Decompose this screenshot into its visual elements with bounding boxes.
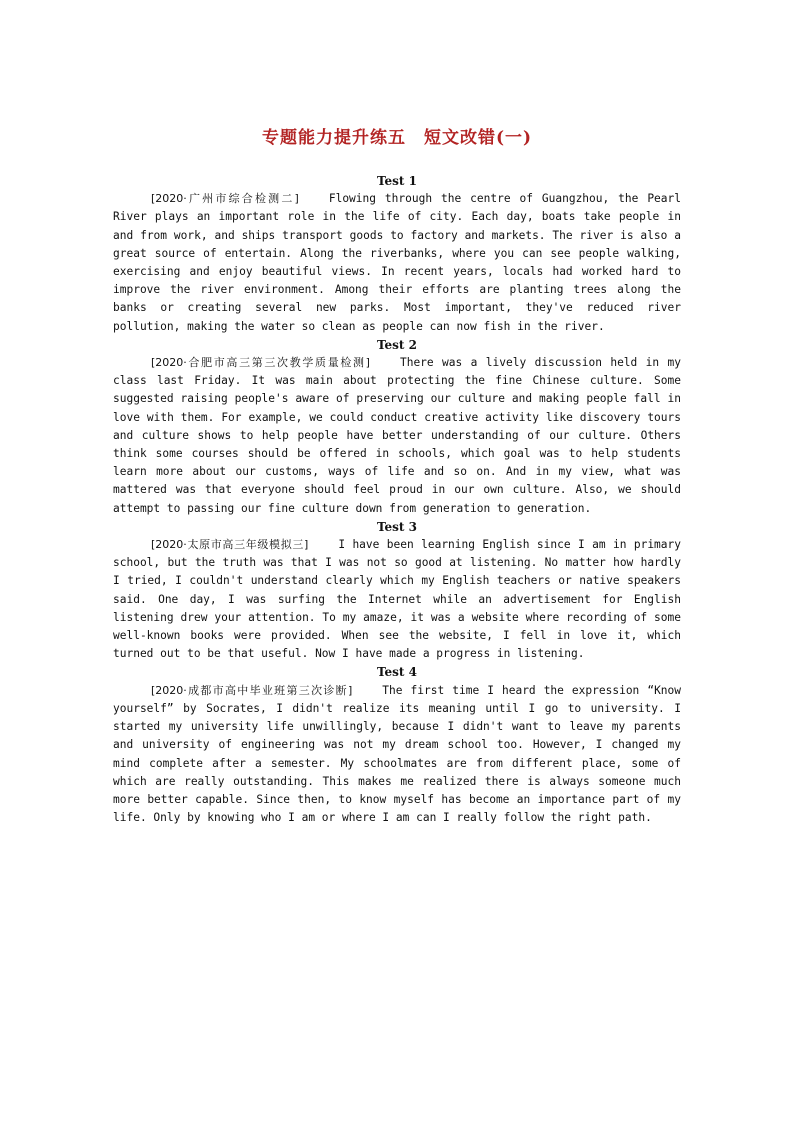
document-body — [113, 172, 681, 827]
test-heading: Test 3 — [376, 519, 417, 534]
test-text: There was a lively discussion held in my class last Friday. It was main about protecting the fine Chinese culture. Some suggested raising people's aware of preserving our culture and making people fall in love with them. For example, we could conduct creative activity like discovery tours and culture shows to help people have better understanding of our culture. Others think some courses should be offered in schools, which goal was to help students learn more about our customs, ways of life and so on. And in my view, what was mattered was that everyone should feel proud in our own culture. Also, we should attempt to passing our fine culture down from generation to generation. — [113, 356, 682, 515]
test-paragraph — [113, 354, 681, 518]
test-3 — [113, 518, 681, 664]
test-2 — [113, 336, 681, 518]
test-paragraph — [113, 536, 681, 663]
test-text: Flowing through the centre of Guangzhou, the Pearl River plays an important role in the life of city. Each day, boats take people in and from work, and ships transport goods to factory and markets. The river is also a great source of entertain. Along the riverbanks, where you can see people walking, exercising and enjoy beautiful views. In recent years, locals had worked hard to improve the river environment. Among their efforts are planting trees along the banks or creating several new parks. Most important, they've reduced river pollution, making the water so clean as people can now fish in the river. — [113, 192, 681, 333]
test-source: [2020·太原市高三年级模拟三] — [151, 538, 309, 552]
test-heading: Test 1 — [376, 174, 417, 188]
test-paragraph — [113, 682, 681, 828]
test-text: I have been learning English since I am in primary school, but the truth was that I was not so good at listening. No matter how hardly I tried, I couldn't understand clearly which my English teachers or native speakers said. One day, I was surfing the Internet while an advertisement for English listening drew your attention. To my amaze, it was a website where recording of some well-known books were provided. When see the website, I fell in love it, which turned out to be that useful. Now I have made a progress in listening. — [113, 538, 681, 661]
test-source: [2020·合肥市高三第三次教学质量检测] — [151, 356, 370, 370]
test-heading: Test 4 — [376, 665, 417, 680]
test-4 — [113, 663, 681, 827]
test-1 — [113, 172, 681, 336]
test-heading: Test 2 — [376, 337, 417, 352]
test-source: [2020·广州市综合检测二] — [151, 192, 299, 206]
test-paragraph — [113, 190, 681, 336]
test-text: The first time I heard the expression “Know yourself” by Socrates, I didn't realize its meaning until I go to university. I started my university life unwillingly, because I didn't want to leave my parents and university of engineering was not my dream school too. However, I changed my mind complete after a semester. My schoolmates are from different place, some of which are really outstanding. This makes me realized there is always someone much more better capable. Since then, to know myself has become an importance part of my life. Only by knowing who I am or where I am can I really follow the right path. — [113, 683, 682, 825]
page-title: 专题能力提升练五 短文改错(一) — [261, 128, 533, 148]
test-source: [2020·成都市高中毕业班第三次诊断] — [151, 683, 353, 697]
